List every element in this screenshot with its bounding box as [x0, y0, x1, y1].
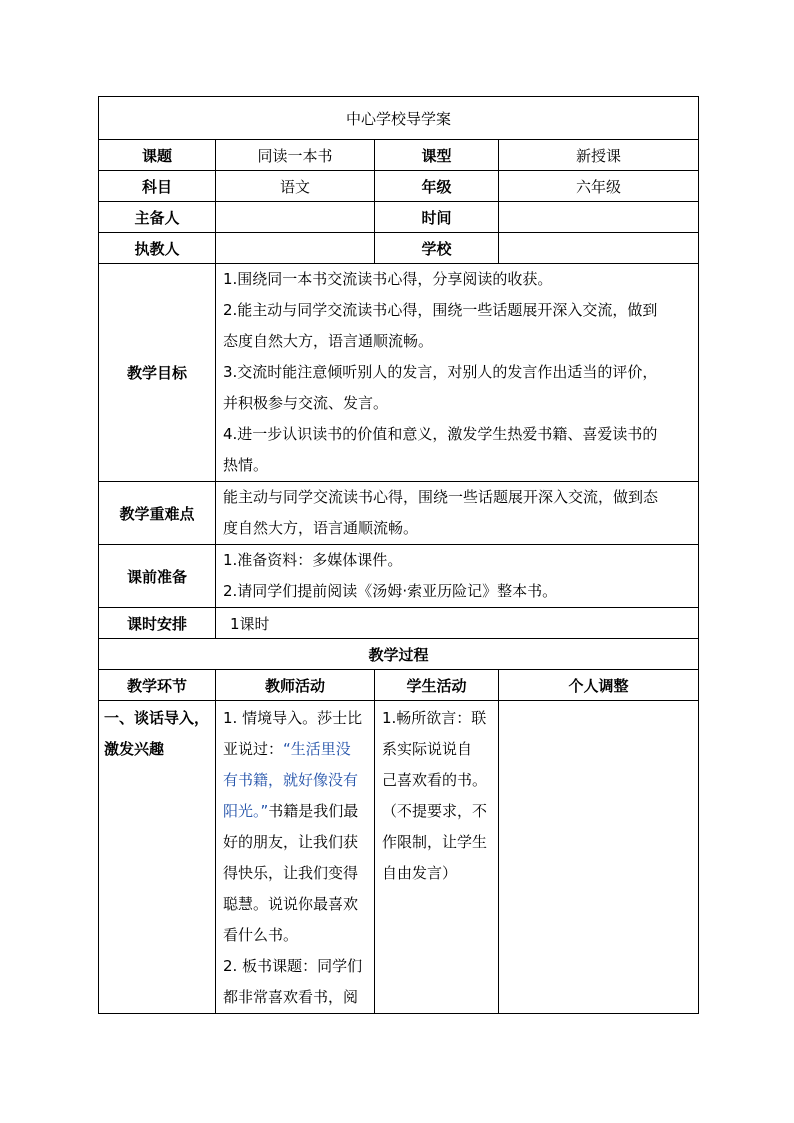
- stage-cell: [99, 701, 216, 1014]
- teacher-line: 得快乐，让我们变得: [223, 864, 359, 882]
- time-label: 时间: [375, 202, 499, 233]
- goals-line: 热情。: [223, 456, 269, 474]
- student-line: 作限制，让学生: [382, 833, 488, 851]
- process-body-row: [99, 701, 699, 1014]
- lesson-type-value: 新授课: [499, 140, 699, 171]
- schedule-label: 课时安排: [99, 608, 216, 639]
- student-line: （不提要求，不: [382, 802, 488, 820]
- teacher-activity-cell: [216, 701, 375, 1014]
- info-row-course: [99, 171, 699, 202]
- key-points-label: 教学重难点: [99, 482, 216, 545]
- lesson-plan-table: [98, 96, 699, 1014]
- schedule-value: 1课时: [216, 608, 699, 639]
- lesson-type-label: 课型: [375, 140, 499, 171]
- key-points-row: [99, 482, 699, 545]
- teacher-line: 聪慧。说说你最喜欢: [223, 895, 359, 913]
- time-value: [499, 202, 699, 233]
- teacher-line: [223, 796, 367, 827]
- goals-line: 1.围绕同一本书交流读书心得，分享阅读的收获。: [223, 270, 553, 288]
- topic-label: 课题: [99, 140, 216, 171]
- preparation-content: [216, 545, 699, 608]
- preparation-line: 1.准备资料：多媒体课件。: [223, 551, 403, 569]
- preparer-label: 主备人: [99, 202, 216, 233]
- goals-line: 2.能主动与同学交流读书心得，围绕一些话题展开深入交流，做到: [223, 301, 658, 319]
- teacher-line: 有书籍，就好像没有: [223, 771, 359, 789]
- goals-line: 并积极参与交流、发言。: [223, 394, 389, 412]
- col-student-header: 学生活动: [375, 670, 499, 701]
- stage-line: 一、谈话导入，: [104, 709, 210, 727]
- col-stage-header: 教学环节: [99, 670, 216, 701]
- goals-content: [216, 264, 699, 482]
- teacher-value: [216, 233, 375, 264]
- title-row: [99, 97, 699, 140]
- info-row-preparer: [99, 202, 699, 233]
- grade-label: 年级: [375, 171, 499, 202]
- process-header: 教学过程: [99, 639, 699, 670]
- quote-text: “生活里没: [283, 740, 351, 758]
- goals-row: [99, 264, 699, 482]
- teacher-line: 好的朋友，让我们获: [223, 833, 359, 851]
- process-header-row: [99, 639, 699, 670]
- student-line: 自由发言）: [382, 864, 458, 882]
- goals-line: 态度自然大方，语言通顺流畅。: [223, 332, 434, 350]
- course-label: 科目: [99, 171, 216, 202]
- teacher-line: 看什么书。: [223, 926, 299, 944]
- school-label: 学校: [375, 233, 499, 264]
- preparation-label: 课前准备: [99, 545, 216, 608]
- info-row-teacher: [99, 233, 699, 264]
- course-value: 语文: [216, 171, 375, 202]
- student-line: 系实际说说自: [382, 740, 473, 758]
- key-points-line: 度自然大方，语言通顺流畅。: [223, 519, 419, 537]
- schedule-row: [99, 608, 699, 639]
- school-value: [499, 233, 699, 264]
- teacher-line: 都非常喜欢看书，阅: [223, 988, 359, 1006]
- process-columns-row: [99, 670, 699, 701]
- quote-text: 阳光。”: [223, 802, 269, 820]
- goals-line: 4.进一步认识读书的价值和意义，激发学生热爱书籍、喜爱读书的: [223, 425, 658, 443]
- key-points-content: [216, 482, 699, 545]
- teacher-line: 1. 情境导入。莎士比: [223, 709, 363, 727]
- preparation-line: 2.请同学们提前阅读《汤姆·索亚历险记》整本书。: [223, 582, 558, 600]
- col-teacher-header: 教师活动: [216, 670, 375, 701]
- goals-label: 教学目标: [99, 264, 216, 482]
- topic-value: 同读一本书: [216, 140, 375, 171]
- stage-line: 激发兴趣: [104, 740, 165, 758]
- teacher-line: 2. 板书课题：同学们: [223, 957, 363, 975]
- adjust-cell: [499, 701, 699, 1014]
- teacher-line: [223, 734, 367, 765]
- goals-line: 3.交流时能注意倾听别人的发言，对别人的发言作出适当的评价，: [223, 363, 658, 381]
- key-points-line: 能主动与同学交流读书心得，围绕一些话题展开深入交流，做到态: [223, 488, 659, 506]
- preparation-row: [99, 545, 699, 608]
- preparer-value: [216, 202, 375, 233]
- student-line: 己喜欢看的书。: [382, 771, 488, 789]
- teacher-text: 书籍是我们最: [268, 802, 359, 820]
- grade-value: 六年级: [499, 171, 699, 202]
- page-title: 中心学校导学案: [99, 97, 699, 140]
- teacher-text: 亚说过：: [223, 740, 284, 758]
- student-activity-cell: [375, 701, 499, 1014]
- teacher-label: 执教人: [99, 233, 216, 264]
- info-row-topic: [99, 140, 699, 171]
- col-adjust-header: 个人调整: [499, 670, 699, 701]
- student-line: 1.畅所欲言：联: [382, 709, 487, 727]
